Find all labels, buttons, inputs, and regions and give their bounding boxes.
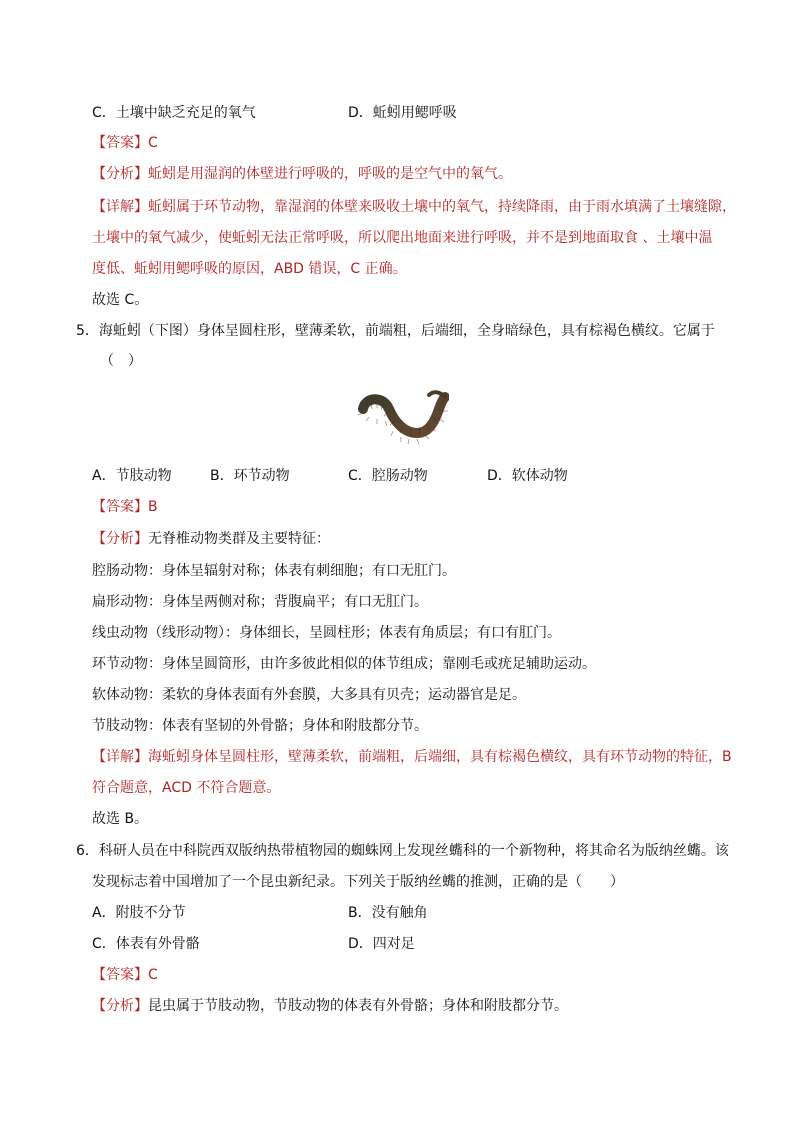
- q5-feature-2: 扁形动物：身体呈两侧对称；背腹扁平；有口无肛门。: [92, 594, 428, 610]
- analysis-text: 无脊椎动物类群及主要特征：: [148, 531, 330, 547]
- q5-analysis: [92, 530, 330, 548]
- detail-tag: 【详解】: [92, 199, 148, 215]
- q6-option-a: A．附肢不分节: [92, 905, 186, 921]
- detail-text: 蚯蚓属于环节动物，靠湿润的体壁来吸收土壤中的氧气，持续降雨，由于雨水填满了土壤缝隙，: [148, 199, 736, 215]
- q6-option-c: C．体表有外骨骼: [92, 936, 200, 952]
- answer-value: B: [148, 499, 158, 515]
- q4-option-d: D．蚯蚓用鳃呼吸: [348, 105, 457, 121]
- q6-analysis: [92, 997, 568, 1015]
- q4-analysis: [92, 165, 512, 183]
- q5-question-line-2: （ ）: [100, 353, 142, 369]
- q5-option-b: B．环节动物: [210, 468, 290, 484]
- q5-feature-4: 环节动物：身体呈圆筒形，由许多彼此相似的体节组成；靠刚毛或疣足辅助运动。: [92, 656, 596, 672]
- analysis-text: 昆虫属于节肢动物，节肢动物的体表有外骨骼；身体和附肢都分节。: [148, 998, 568, 1014]
- q5-answer: [92, 498, 158, 516]
- q5-conclusion: 故选 B。: [92, 811, 149, 827]
- q4-detail-line-2: 土壤中的氧气减少，使蚯蚓无法正常呼吸，所以爬出地面来进行呼吸，并不是到地面取食 、土壤中温: [92, 230, 713, 246]
- q6-option-b: B．没有触角: [348, 905, 428, 921]
- q6-question-line-1: 6．科研人员在中科院西双版纳热带植物园的蜘蛛网上发现丝蟕科的一个新物种，将其命名为版纳丝蟕。该: [76, 843, 729, 859]
- q5-detail-line-1: [92, 748, 732, 766]
- q4-detail-line-3: 度低、蚯蚓用鳃呼吸的原因，ABD 错误，C 正确。: [92, 261, 407, 277]
- sea-worm-image: [355, 383, 449, 445]
- detail-tag: 【详解】: [92, 749, 148, 765]
- analysis-tag: 【分析】: [92, 998, 148, 1014]
- q6-answer: [92, 966, 158, 984]
- detail-text: 海蚯蚓身体呈圆柱形，壁薄柔软，前端粗，后端细，具有棕褐色横纹，具有环节动物的特征，B: [148, 749, 732, 765]
- q4-detail-line-1: [92, 198, 736, 216]
- analysis-tag: 【分析】: [92, 166, 148, 182]
- q5-feature-1: 腔肠动物：身体呈辐射对称；体表有刺细胞；有口无肛门。: [92, 563, 456, 579]
- q6-question-line-2: 发现标志着中国增加了一个昆虫新纪录。下列关于版纳丝蟕的推测，正确的是（ ）: [92, 874, 624, 890]
- q5-feature-6: 节肢动物：体表有坚韧的外骨骼；身体和附肢都分节。: [92, 718, 428, 734]
- answer-value: C: [148, 135, 158, 151]
- analysis-tag: 【分析】: [92, 531, 148, 547]
- q6-option-d: D．四对足: [348, 936, 415, 952]
- q5-question-line-1: 5．海蚯蚓（下图）身体呈圆柱形，壁薄柔软，前端粗，后端细，全身暗绿色，具有棕褐色横纹。它属于: [76, 323, 715, 339]
- q5-feature-5: 软体动物：柔软的身体表面有外套膜，大多具有贝壳；运动器官是足。: [92, 687, 526, 703]
- q4-option-c: C．土壤中缺乏充足的氧气: [92, 105, 256, 121]
- q5-detail-line-2: 符合题意，ACD 不符合题意。: [92, 780, 281, 796]
- q5-option-c: C．腔肠动物: [348, 468, 428, 484]
- q5-option-d: D．软体动物: [487, 468, 568, 484]
- answer-value: C: [148, 967, 158, 983]
- q4-conclusion: 故选 C。: [92, 292, 149, 308]
- answer-tag: 【答案】: [92, 967, 148, 983]
- q4-answer: [92, 134, 158, 152]
- q5-feature-3: 线虫动物（线形动物）：身体细长，呈圆柱形；体表有角质层；有口有肛门。: [92, 625, 561, 641]
- analysis-text: 蚯蚓是用湿润的体壁进行呼吸的，呼吸的是空气中的氧气。: [148, 166, 512, 182]
- q5-option-a: A．节肢动物: [92, 468, 172, 484]
- answer-tag: 【答案】: [92, 499, 148, 515]
- answer-tag: 【答案】: [92, 135, 148, 151]
